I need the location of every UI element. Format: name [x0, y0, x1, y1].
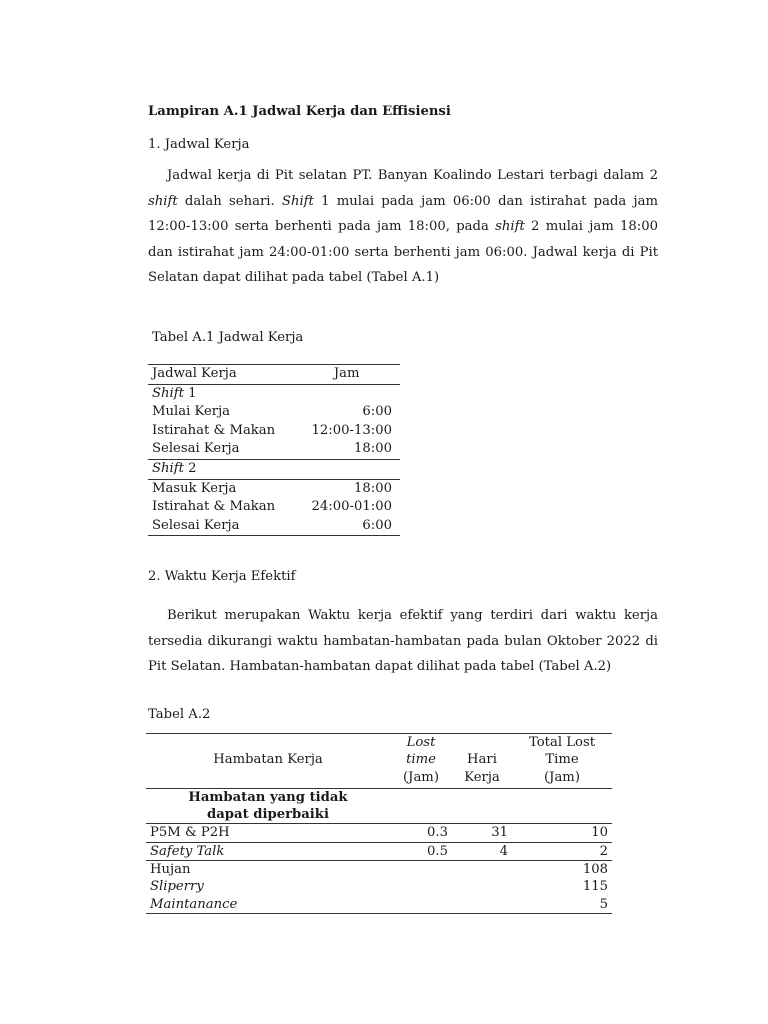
- table-row: [146, 861, 612, 879]
- table-row: [148, 403, 400, 422]
- header-lost-time: [390, 734, 452, 789]
- work-days-cell: [452, 861, 512, 879]
- table-row: [146, 896, 612, 914]
- section-2-paragraph: Berikut merupakan Waktu kerja efektif yang terdiri dari waktu kerja tersedia dikurangi waktu hambatan-hambatan pada bulan Oktober 2022 di Pit Selatan. Hambatan-hambatan dapat dilihat pada tabel (Tabel A.2): [148, 608, 658, 675]
- shift-2-label: [148, 459, 400, 479]
- obstacle-name: Maintanance: [150, 896, 238, 912]
- table-row: [148, 422, 400, 441]
- table-row: [146, 824, 612, 842]
- obstacle-name: Sliperry: [150, 879, 204, 895]
- activity-cell: Mulai Kerja: [152, 404, 231, 420]
- work-days-cell: 4: [452, 842, 512, 860]
- lost-line-3: (Jam): [403, 769, 439, 785]
- group-label: Hambatan yang tidak dapat diperbaiki: [146, 789, 390, 824]
- shift-word: Shift: [152, 460, 184, 476]
- activity-cell: Istirahat & Makan: [152, 499, 276, 515]
- header-hari-kerja: [452, 734, 512, 789]
- lost-line-1: Lost: [406, 735, 436, 750]
- total-line-3: (Jam): [544, 769, 580, 785]
- hari-line-2: Kerja: [464, 769, 500, 785]
- time-cell: 18:00: [294, 479, 400, 498]
- appendix-heading: Lampiran A.1 Jadwal Kerja dan Effisiensi: [148, 104, 451, 119]
- activity-cell: Masuk Kerja: [148, 479, 294, 498]
- time-cell: 12:00-13:00: [311, 422, 392, 438]
- table-header-row: [146, 734, 612, 789]
- empty-cell: [452, 789, 512, 824]
- para-italic-term: Shift: [281, 193, 314, 209]
- section-1-title: 1. Jadwal Kerja: [148, 137, 250, 152]
- group-row: [146, 789, 612, 824]
- total-lost-cell: 10: [512, 824, 612, 842]
- total-line-1: Total Lost: [528, 735, 596, 750]
- total-line-2: Time: [545, 752, 579, 768]
- para-italic-term: shift: [148, 193, 178, 209]
- total-lost-cell: 2: [512, 842, 612, 860]
- header-jadwal-kerja: Jadwal Kerja: [148, 365, 294, 385]
- activity-cell: Istirahat & Makan: [152, 422, 276, 438]
- header-total-lost-time: [512, 734, 612, 789]
- hari-line-1: Hari: [467, 752, 497, 768]
- work-days-cell: [452, 878, 512, 895]
- section-2-title: 2. Waktu Kerja Efektif: [148, 569, 296, 584]
- table-row: [148, 479, 400, 498]
- shift-word: Shift: [152, 385, 184, 401]
- lost-time-cell: [390, 878, 452, 895]
- header-hambatan-kerja: Hambatan Kerja: [146, 734, 390, 789]
- para-italic-term: shift: [495, 219, 525, 235]
- activity-cell: Selesai Kerja: [152, 517, 240, 533]
- lost-time-cell: 0.3: [390, 824, 452, 842]
- table-row: [146, 842, 612, 860]
- work-days-cell: [452, 896, 512, 914]
- obstacle-name: Safety Talk: [146, 842, 390, 860]
- para-text: Jadwal kerja di Pit selatan PT. Banyan Koalindo Lestari terbagi dalam 2: [167, 168, 658, 183]
- shift-number: 1: [183, 385, 197, 401]
- time-cell: 6:00: [362, 517, 392, 533]
- table-row: [148, 517, 400, 536]
- total-lost-cell: 115: [582, 879, 608, 895]
- work-schedule-table: [148, 364, 400, 536]
- para-text: 1 mulai pada jam 06:00 dan istirahat pada jam 12:00-13:00 serta berhenti pada jam 18:00, pada: [148, 193, 658, 235]
- table-row: [148, 498, 400, 517]
- shift-number: 2: [183, 460, 197, 476]
- table-2-caption: Tabel A.2: [148, 707, 211, 722]
- empty-cell: [390, 789, 452, 824]
- obstacle-name: Hujan: [150, 862, 191, 878]
- activity-cell: Selesai Kerja: [152, 441, 240, 457]
- time-cell: 18:00: [353, 441, 392, 457]
- lost-time-cell: 0.5: [390, 842, 452, 860]
- lost-line-2: time: [406, 752, 436, 768]
- para-text: 2 mulai jam 18:00 dan istirahat jam 24:00-01:00 serta berhenti jam 06:00. Jadwal kerja di Pit Selatan dapat dilihat pada tabel (Tabel A.1): [148, 219, 658, 286]
- table-row: [146, 878, 612, 895]
- para-text: dalah sehari.: [177, 193, 282, 209]
- shift-1-label: [148, 384, 400, 403]
- shift-1-row: [148, 384, 400, 403]
- lost-time-cell: [390, 861, 452, 879]
- empty-cell: [512, 789, 612, 824]
- work-obstacles-table: [146, 733, 612, 914]
- obstacle-name: P5M & P2H: [146, 824, 390, 842]
- time-cell: 24:00-01:00: [311, 499, 392, 515]
- work-days-cell: 31: [452, 824, 512, 842]
- table-header-row: [148, 365, 400, 385]
- lost-time-cell: [390, 896, 452, 914]
- table-1-caption: Tabel A.1 Jadwal Kerja: [152, 330, 304, 345]
- table-row: [148, 440, 400, 459]
- section-1-paragraph: [148, 163, 658, 291]
- total-lost-cell: 108: [582, 862, 608, 878]
- header-jam: Jam: [294, 365, 400, 385]
- shift-2-row: [148, 459, 400, 479]
- time-cell: 6:00: [362, 404, 392, 420]
- total-lost-cell: 5: [599, 896, 608, 912]
